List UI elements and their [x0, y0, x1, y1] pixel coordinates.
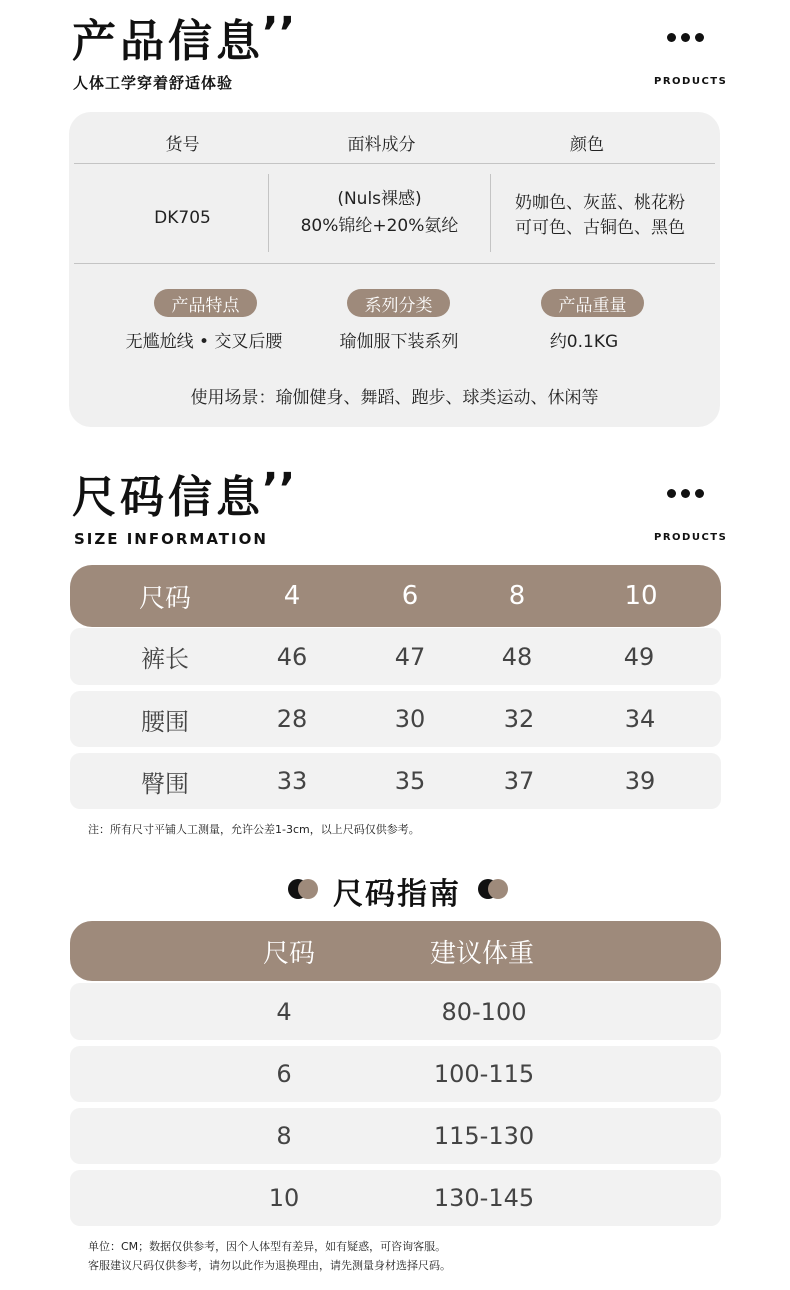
guide-note-2: 客服建议尺码仅供参考，请勿以此作为退换理由，请先测量身材选择尺码。	[88, 1259, 451, 1272]
table-cell: 6	[276, 1060, 292, 1088]
product-info-title: 产品信息	[72, 16, 264, 67]
header-item-no: 货号	[165, 134, 200, 155]
products-label: PRODUCTS	[654, 532, 728, 543]
feature-value: 无尴尬线 • 交叉后腰	[125, 331, 283, 352]
table-cell: 10	[268, 1184, 300, 1212]
divider	[74, 263, 715, 264]
header-color: 颜色	[570, 134, 604, 155]
series-pill: 系列分类	[347, 289, 450, 317]
row-label: 臀围	[141, 769, 189, 798]
table-row	[70, 983, 721, 1040]
feature-pill: 产品特点	[154, 289, 257, 317]
fabric-line-1: (Nuls裸感)	[337, 189, 422, 209]
table-cell: 130-145	[433, 1184, 535, 1212]
table-cell: 100-115	[433, 1060, 535, 1088]
title-quote-mark: ’’	[262, 8, 296, 59]
colors-line-1: 奶咖色、灰蓝、桃花粉	[515, 193, 685, 213]
series-value: 瑜伽服下装系列	[339, 331, 459, 352]
decor-dots-left-icon	[288, 879, 318, 899]
row-label: 腰围	[141, 707, 189, 736]
product-info-card	[69, 112, 720, 427]
weight-pill: 产品重量	[541, 289, 644, 317]
item-no-value: DK705	[154, 208, 211, 228]
table-cell: 8	[276, 1122, 292, 1150]
header-cell: 8	[508, 581, 526, 611]
header-cell: 6	[401, 581, 419, 611]
table-cell: 35	[394, 767, 426, 795]
more-dots-icon	[667, 33, 704, 42]
header-cell: 建议体重	[429, 938, 534, 969]
table-cell: 34	[624, 705, 656, 733]
table-row	[70, 691, 721, 747]
fabric-line-2: 80%锦纶+20%氨纶	[300, 216, 459, 236]
table-cell: 115-130	[433, 1122, 535, 1150]
table-cell: 30	[394, 705, 426, 733]
table-cell: 48	[501, 642, 533, 671]
table-cell: 47	[394, 642, 426, 671]
title-quote-mark: ’’	[262, 464, 296, 515]
size-info-title: 尺码信息	[72, 472, 264, 523]
products-label: PRODUCTS	[654, 76, 728, 87]
size-guide-header	[70, 921, 721, 981]
table-cell: 33	[276, 767, 308, 795]
decor-dots-right-icon	[478, 879, 508, 899]
size-info-subtitle: SIZE INFORMATION	[74, 530, 268, 548]
header-cell: 4	[283, 581, 301, 611]
weight-value: 约0.1KG	[549, 331, 619, 352]
table-row	[70, 753, 721, 809]
product-info-subtitle: 人体工学穿着舒适体验	[73, 74, 234, 92]
table-cell: 39	[624, 767, 656, 795]
table-cell: 46	[276, 642, 308, 671]
table-cell: 28	[276, 705, 308, 733]
header-cell: 10	[624, 581, 658, 611]
table-cell: 49	[623, 642, 655, 671]
size-guide-title: 尺码指南	[333, 877, 461, 912]
size-table-header	[70, 565, 721, 627]
size-note: 注：所有尺寸平铺人工测量，允许公差1-3cm，以上尺码仅供参考。	[88, 823, 420, 836]
guide-note-1: 单位：CM；数据仅供参考，因个人体型有差异，如有疑惑，可咨询客服。	[88, 1240, 447, 1253]
table-row	[70, 628, 721, 685]
header-cell: 尺码	[138, 583, 191, 614]
header-cell: 尺码	[262, 938, 315, 969]
divider	[74, 163, 715, 164]
header-fabric: 面料成分	[347, 134, 416, 155]
more-dots-icon	[667, 489, 704, 498]
table-cell: 80-100	[441, 997, 527, 1026]
color-value	[491, 191, 709, 241]
table-cell: 32	[503, 705, 535, 733]
table-row	[70, 1046, 721, 1102]
table-row	[70, 1108, 721, 1164]
usage-scenarios: 使用场景：瑜伽健身、舞蹈、跑步、球类运动、休闲等	[190, 387, 599, 408]
colors-line-2: 可可色、古铜色、黑色	[515, 218, 685, 238]
table-cell: 4	[276, 997, 292, 1026]
row-label: 裤长	[141, 645, 189, 673]
table-row	[70, 1170, 721, 1226]
table-cell: 37	[503, 767, 535, 795]
fabric-value	[269, 186, 490, 240]
